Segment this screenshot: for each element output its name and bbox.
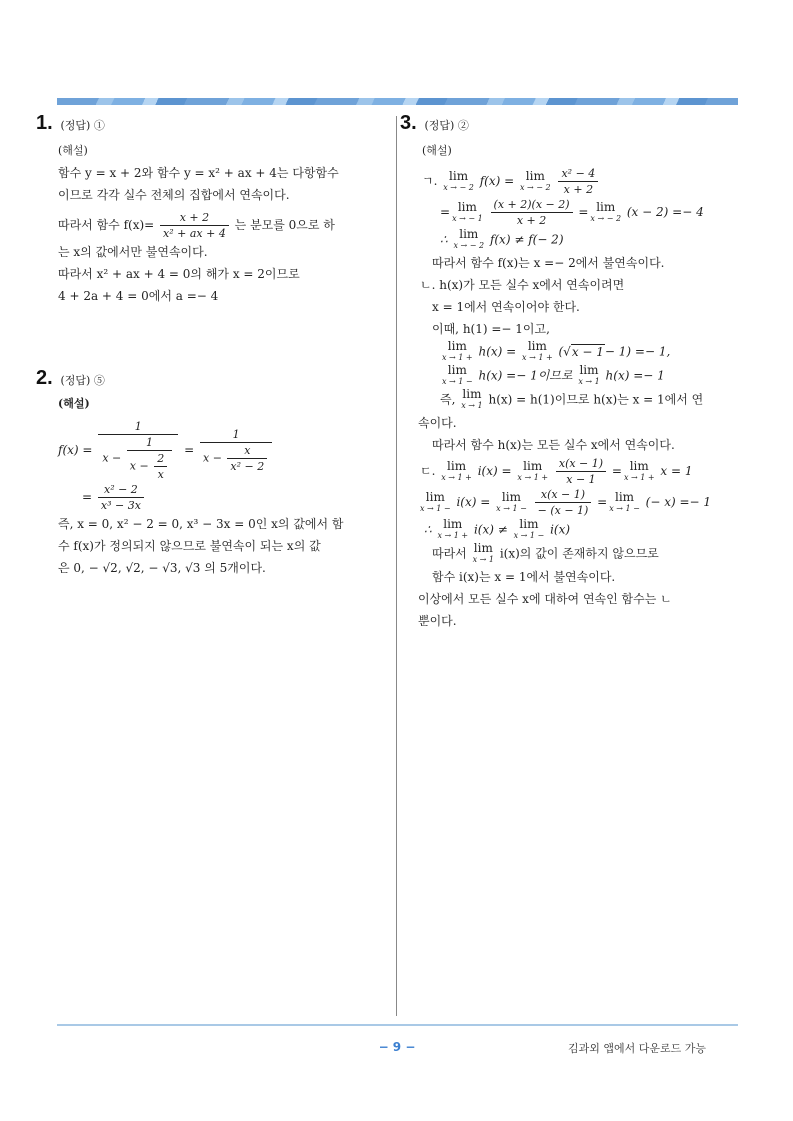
text-line: 즉, x = 0, x² − 2 = 0, x³ − 3x = 0인 x의 값에서 함 <box>58 517 344 531</box>
explanation-label: (해설) <box>58 397 90 410</box>
text-line: 은 0, − √2, √2, − √3, √3 의 5개이다. <box>58 561 266 575</box>
answer-label: (정답) ① <box>60 119 105 132</box>
text-line: 함수 i(x)는 x = 1에서 불연속이다. <box>432 570 616 584</box>
formula-line: ㄷ. lim x → 1 + i(x) = lim x → 1 + $\frac{x(x - 1)}{x - 1}$ = lim x → 1 + x = 1 <box>420 457 693 486</box>
formula-line: lim x → 1 − i(x) = lim x → 1 − $\frac{x(x - 1)}{- (x - 1)}$ = lim x → 1 − (− x) =− 1 <box>420 488 712 517</box>
question-number: 2. <box>36 367 53 389</box>
footer-divider <box>57 1024 738 1026</box>
formula-line: lim x → 1 − h(x) =− 1이므로 lim x → 1 h(x) =− 1 <box>442 363 665 386</box>
text-line: 수 f(x)가 정의되지 않으므로 불연속이 되는 x의 값 <box>58 539 321 553</box>
answer-label: (정답) ② <box>424 119 469 132</box>
footer-note: 김과외 앱에서 다운로드 가능 <box>568 1042 707 1055</box>
page-number: − 9 − <box>378 1040 416 1054</box>
formula-line: = lim x → − 1 $\frac{(x + 2)(x - 2)}{x + 2}$ = lim x → − 2 (x − 2) =− 4 <box>440 198 704 227</box>
explanation-label: (해설) <box>422 144 452 157</box>
header-stripe <box>57 98 738 105</box>
question-1-header <box>36 112 381 136</box>
text-line: 뿐이다. <box>418 614 457 628</box>
question-number: 1. <box>36 112 53 134</box>
explanation-label: (해설) <box>58 144 88 157</box>
text-line: 따라서 함수 h(x)는 모든 실수 x에서 연속이다. <box>432 438 675 452</box>
right-column <box>400 112 745 632</box>
formula-line: 따라서 lim x → 1 i(x)의 값이 존재하지 않으므로 <box>432 541 659 564</box>
question-2-header <box>36 367 381 391</box>
text-line: 이므로 각각 실수 전체의 집합에서 연속이다. <box>58 188 290 202</box>
question-3-header <box>400 112 745 136</box>
fraction: $\frac{x + 2}{\text{x² + ax + 4}}$ <box>160 210 229 241</box>
formula-line: ∴ lim x → 1 + i(x) ≠ lim x → 1 − i(x) <box>424 517 571 540</box>
text-line: 이때, h(1) =− 1이고, <box>432 322 550 336</box>
formula-line: f(x) = 1 x − 1 x − $\frac{2}{x}$ = 1 x − $\frac{x}{\text{x² − 2}}$ <box>58 419 381 482</box>
answer-label: (정답) ⑤ <box>60 374 105 387</box>
text-line: 4 + 2a + 4 = 0에서 a =− 4 <box>58 289 219 303</box>
formula-line: ∴ lim x → − 2 f(x) ≠ f(− 2) <box>440 227 564 250</box>
text-line: 따라서 x² + ax + 4 = 0의 해가 x = 2이므로 <box>58 267 300 281</box>
text-line: 속이다. <box>418 416 457 430</box>
text-line: 이상에서 모든 실수 x에 대하여 연속인 함수는 ㄴ <box>418 592 672 606</box>
column-divider <box>396 116 397 1016</box>
left-column <box>36 112 381 579</box>
formula-line: 즉, lim x → 1 h(x) = h(1)이므로 h(x)는 x = 1에서 연 <box>440 387 704 410</box>
text-line: 함수 y = x + 2와 함수 y = x² + ax + 4는 다항함수 <box>58 166 339 180</box>
text-line: 따라서 함수 f(x)는 x =− 2에서 불연속이다. <box>432 256 665 270</box>
formula-line: 따라서 함수 f(x)= $\frac{x + 2}{\text{x² + ax + 4}}$ 는 분모를 0으로 하 <box>58 211 335 240</box>
question-number: 3. <box>400 112 417 134</box>
formula-line: lim x → 1 + h(x) = lim x → 1 + (√x − 1− 1) =− 1, <box>442 339 671 362</box>
text-line: 는 x의 값에서만 불연속이다. <box>58 245 208 259</box>
text-line: x = 1에서 연속이어야 한다. <box>432 300 580 314</box>
formula-line: = $\frac{\text{x² − 2}}{\text{x³ − 3x}}$ <box>82 482 381 513</box>
formula-line: ㄱ. lim x → − 2 f(x) = lim x → − 2 $\frac{\text{x² − 4}}{x + 2}$ <box>422 166 745 197</box>
text-line: ㄴ. h(x)가 모든 실수 x에서 연속이려면 <box>420 278 625 292</box>
